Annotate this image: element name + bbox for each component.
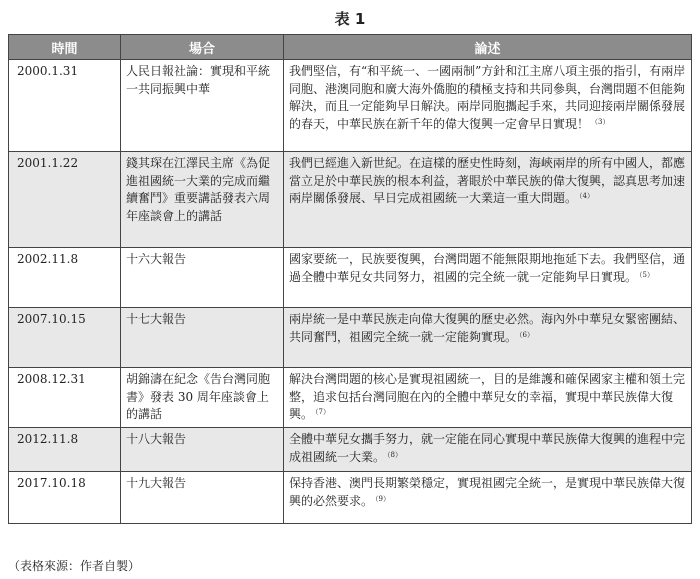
cell-time: 2017.10.18 xyxy=(9,472,121,524)
cell-time: 2000.1.31 xyxy=(9,60,121,152)
table-row xyxy=(9,428,692,472)
statement-text: 保持香港、澳門長期繁榮穩定，實現祖國完全統一，是實現中華民族偉大復興的必然要求。 xyxy=(289,476,686,508)
cell-statement xyxy=(284,472,692,524)
cell-statement xyxy=(284,248,692,308)
cell-statement xyxy=(284,428,692,472)
source-note: （表格來源：作者自製） xyxy=(8,559,141,573)
header-statement: 論述 xyxy=(284,35,692,60)
cell-statement xyxy=(284,60,692,152)
cell-time: 2001.1.22 xyxy=(9,152,121,248)
cell-occasion: 錢其琛在江澤民主席《為促進祖國統一大業的完成而繼續奮鬥》重要講話發表六周年座談會上的講話 xyxy=(121,152,284,248)
table-row xyxy=(9,472,692,524)
table-row xyxy=(9,60,692,152)
cell-occasion: 十九大報告 xyxy=(121,472,284,524)
statement-text: 我們已經進入新世紀。在這樣的歷史性時刻，海峽兩岸的所有中國人，都應當立足於中華民族的根本利益，著眼於中華民族的偉大復興，認真思考加速兩岸關係發展、早日完成祖國統一大業這一重大問題。 xyxy=(289,156,686,205)
header-row xyxy=(9,35,692,60)
cell-occasion: 十八大報告 xyxy=(121,428,284,472)
cell-statement xyxy=(284,368,692,428)
cell-occasion: 胡錦濤在紀念《告台灣同胞書》發表 30 周年座談會上的講話 xyxy=(121,368,284,428)
statement-text: 兩岸統一是中華民族走向偉大復興的歷史必然。海內外中華兒女緊密團結、共同奮鬥，祖國完全統一就一定能夠實現。 xyxy=(289,312,686,344)
footnote-marker: （7） xyxy=(315,408,330,416)
table-row xyxy=(9,248,692,308)
header-time: 時間 xyxy=(9,35,121,60)
cell-occasion: 十六大報告 xyxy=(121,248,284,308)
cell-time: 2008.12.31 xyxy=(9,368,121,428)
table-row xyxy=(9,152,692,248)
footnote-marker: （6） xyxy=(519,330,534,339)
table-title: 表 1 xyxy=(334,10,366,28)
data-table xyxy=(8,34,692,524)
statement-text: 國家要統一，民族要復興，台灣問題不能無限期地拖延下去。我們堅信，通過全體中華兒女共同努力，祖國的完全統一就一定能夠早日實現。 xyxy=(289,252,686,284)
cell-time: 2002.11.8 xyxy=(9,248,121,308)
table-row xyxy=(9,308,692,368)
cell-time: 2012.11.8 xyxy=(9,428,121,472)
footnote-marker: （5） xyxy=(639,270,654,279)
statement-text: 全體中華兒女攜手努力，就一定能在同心實現中華民族偉大復興的進程中完成祖國統一大業。 xyxy=(289,432,686,464)
statement-text: 解決台灣問題的核心是實現祖國統一，目的是維護和確保國家主權和領土完整，追求包括台灣同胞在內的全體中華兒女的幸福，實現中華民族偉大復興。 xyxy=(289,372,686,421)
cell-statement xyxy=(284,152,692,248)
footnote-marker: （9） xyxy=(375,494,390,503)
footnote-marker: （4） xyxy=(579,192,594,200)
statement-text: 我們堅信，有“和平統一、一國兩制”方針和江主席八項主張的指引，有兩岸同胞、港澳同胞和廣大海外僑胞的積極支持和共同參與，台灣問題不但能夠解決，而且一定能夠早日解決。兩岸同胞攜起手來，共同迎接兩岸關係發展的春天，中華民族在新千年的偉大復興一定會早日實現！ xyxy=(289,64,686,131)
table-row xyxy=(9,368,692,428)
footnote-marker: （8） xyxy=(387,450,402,459)
cell-occasion: 十七大報告 xyxy=(121,308,284,368)
footnote-marker: （3） xyxy=(591,117,610,126)
header-occasion: 場合 xyxy=(121,35,284,60)
cell-statement xyxy=(284,308,692,368)
cell-time: 2007.10.15 xyxy=(9,308,121,368)
cell-occasion: 人民日報社論：實現和平統一共同振興中華 xyxy=(121,60,284,152)
